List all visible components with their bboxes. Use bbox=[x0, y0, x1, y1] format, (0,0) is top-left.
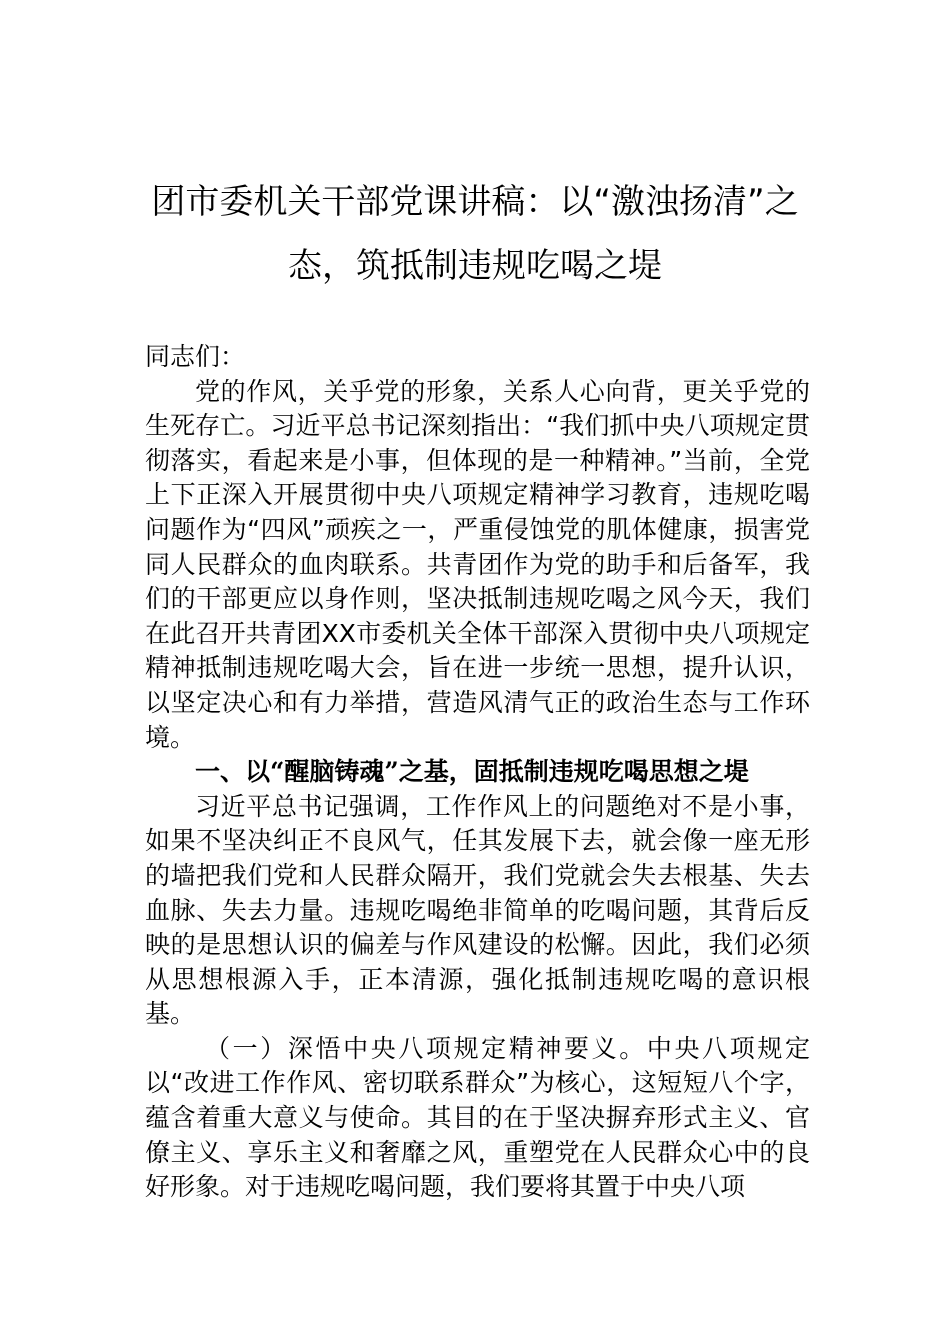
paragraph-intro: 党的作风，关乎党的形象，关系人心向背，更关乎党的生死存亡。习近平总书记深刻指出：“我们抓中央八项规定贯彻落实，看起来是小事，但体现的是一种精神。”当前，全党上下正深入开展贯彻中央八项规定精神学习教育，违规吃喝问题作为“四风”顽疾之一，严重侵蚀党的肌体健康，损害党同人民群众的血肉联系。共青团作为党的助手和后备军，我们的干部更应以身作则，坚决抵制违规吃喝之风今天，我们在此召开共青团XX市委机关全体干部深入贯彻中央八项规定精神抵制违规吃喝大会，旨在进一步统一思想，提升认识，以坚定决心和有力举措，营造风清气正的政治生态与工作环境。 bbox=[145, 376, 810, 752]
paragraph-section-1: 习近平总书记强调，工作作风上的问题绝对不是小事，如果不坚决纠正不良风气，任其发展下去，就会像一座无形的墙把我们党和人民群众隔开，我们党就会失去根基、失去血脉、失去力量。违规吃喝绝非简单的吃喝问题，其背后反映的是思想认识的偏差与作风建设的松懈。因此，我们必须从思想根源入手，正本清源，强化抵制违规吃喝的意识根基。 bbox=[145, 791, 810, 1029]
section-heading-1: 一、以“醒脑铸魂”之基，固抵制违规吃喝思想之堤 bbox=[195, 757, 749, 787]
paragraph-subsection-1: （一）深悟中央八项规定精神要义。中央八项规定以“改进工作作风、密切联系群众”为核心，这短短八个字，蕴含着重大意义与使命。其目的在于坚决摒弃形式主义、官僚主义、享乐主义和奢靡之风，重塑党在人民群众心中的良好形象。对于违规吃喝问题，我们要将其置于中央八项 bbox=[145, 1033, 810, 1202]
document-body bbox=[145, 340, 810, 1205]
salutation: 同志们： bbox=[145, 342, 246, 371]
document-title: 团市委机关干部党课讲稿：以“激浊扬清”之态，筑抵制违规吃喝之堤 bbox=[151, 182, 799, 286]
